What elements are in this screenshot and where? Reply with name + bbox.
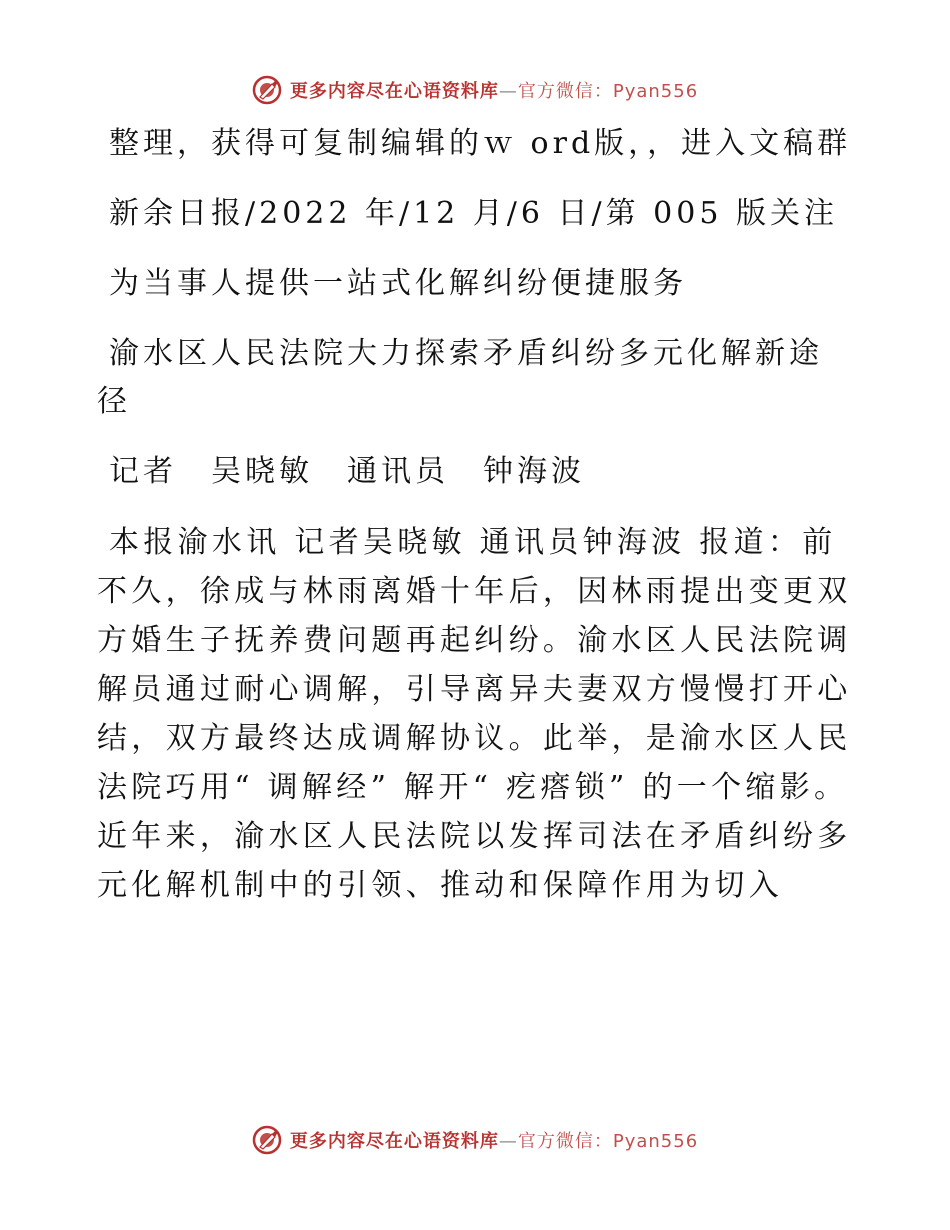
- banner-suffix: 官方微信：: [517, 1131, 613, 1152]
- article-body-paragraph: 本报渝水讯 记者吴晓敏 通讯员钟海波 报道：前不久，徐成与林雨离婚十年后，因林雨提出变更双方婚生子抚养费问题再起纠纷。渝水区人民法院调解员通过耐心调解，引导离异夫妻双方慢慢打开心结，双方最终达成调解协议。此举，是渝水区人民法院巧用“ 调解经” 解开“ 疙瘩锁” 的一个缩影。近年来，渝水区人民法院以发挥司法在矛盾纠纷多元化解机制中的引领、推动和保障作用为切入: [97, 525, 852, 903]
- brand-logo-icon: [252, 75, 282, 105]
- banner-wechat-id: Pyan556: [612, 1131, 699, 1152]
- banner-brand: 更多内容尽在心语资料库: [289, 1131, 499, 1152]
- banner-separator: —: [498, 81, 518, 102]
- banner-wechat-id: Pyan556: [612, 81, 699, 102]
- banner-suffix: 官方微信：: [517, 81, 613, 102]
- banner-separator: —: [498, 1131, 518, 1152]
- article-subtitle: 为当事人提供一站式化解纠纷便捷服务: [109, 266, 687, 301]
- banner-text: [290, 77, 698, 103]
- brand-logo-icon: [252, 1125, 282, 1155]
- banner-text: [290, 1127, 698, 1153]
- footer-watermark-banner: [0, 1120, 950, 1160]
- header-watermark-banner: [0, 70, 950, 110]
- paragraph-intro: 整理，获得可复制编辑的ｗ ord版，，进入文稿群: [109, 126, 852, 161]
- article-title: 渝水区人民法院大力探索矛盾纠纷多元化解新途径: [97, 336, 823, 419]
- document-body: [97, 120, 853, 910]
- paragraph-source-line: 新余日报/2022 年/12 月/6 日/第 005 版关注: [109, 196, 838, 231]
- banner-brand: 更多内容尽在心语资料库: [289, 81, 499, 102]
- article-byline: 记者 吴晓敏 通讯员 钟海波: [109, 454, 585, 489]
